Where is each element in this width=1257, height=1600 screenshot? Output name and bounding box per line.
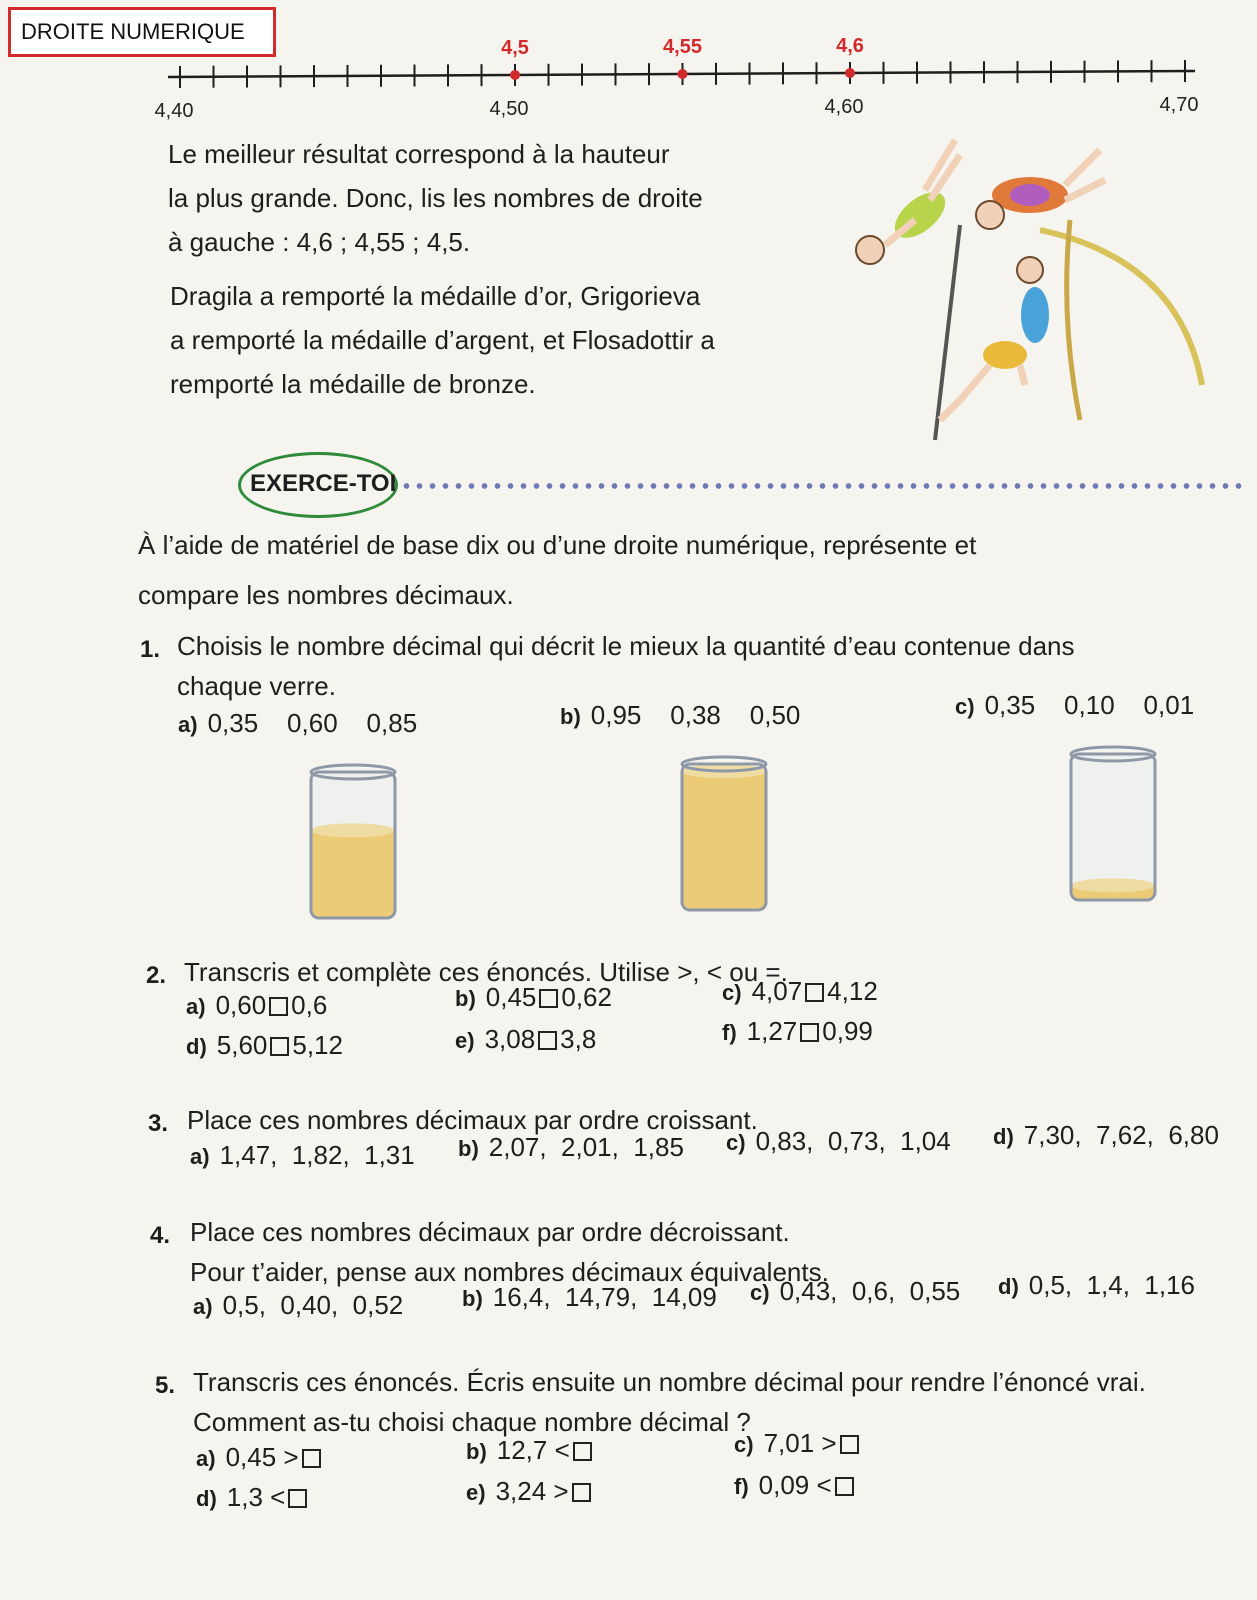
number-line-point (678, 69, 688, 79)
item-label: b) (462, 1286, 483, 1311)
question-line: chaque verre. (177, 671, 336, 701)
exercise-intro (138, 520, 976, 620)
q1-option-c (955, 690, 1194, 721)
question-3-text: Place ces nombres décimaux par ordre croissant. (187, 1105, 758, 1135)
right-value: 0,6 (291, 990, 328, 1020)
question-line: Place ces nombres décimaux par ordre décroissant. (190, 1217, 790, 1247)
item-expression: 1,3 < (226, 1482, 286, 1512)
glass-b (674, 752, 774, 917)
item-values: 1,47, 1,82, 1,31 (219, 1140, 415, 1170)
glass-outline (311, 772, 395, 918)
item-values: 7,30, 7,62, 6,80 (1023, 1120, 1219, 1150)
option-label: b) (560, 704, 581, 729)
option-label: c) (955, 694, 975, 719)
question-3-number: 3. (148, 1110, 169, 1137)
answer-box (539, 989, 558, 1008)
question-2-text: Transcris et complète ces énoncés. Utilise >, < ou =. (184, 957, 788, 987)
question-item (455, 982, 612, 1013)
item-label: a) (193, 1294, 213, 1319)
item-label: a) (186, 994, 206, 1019)
item-label: d) (993, 1124, 1014, 1149)
question-item (186, 1030, 343, 1061)
option-label: a) (178, 712, 198, 737)
number-line (0, 0, 1257, 130)
number-line-label: 4,70 (1159, 94, 1199, 117)
item-values: 0,43, 0,6, 0,55 (779, 1276, 961, 1306)
conclusion-paragraph (170, 274, 715, 406)
exercise-header: EXERCE-TOI (250, 470, 397, 497)
answer-box (840, 1435, 859, 1454)
glass-outline (1071, 754, 1155, 900)
number-line-point (845, 68, 855, 78)
item-values: 2,07, 2,01, 1,85 (488, 1132, 684, 1162)
number-line-label: 4,50 (489, 97, 529, 120)
right-value: 0,99 (822, 1016, 873, 1046)
item-values: 0,5, 0,40, 0,52 (222, 1290, 404, 1320)
glass-a (303, 760, 403, 925)
question-1-text (177, 626, 1075, 706)
question-1-number: 1. (140, 636, 161, 663)
conclusion-line: a remporté la médaille d’argent, et Flosadottir a (170, 325, 715, 355)
item-label: c) (734, 1432, 754, 1457)
number-line-point-label: 4,6 (836, 35, 864, 58)
item-label: d) (186, 1034, 207, 1059)
question-item (993, 1120, 1219, 1151)
question-item (750, 1276, 960, 1307)
item-values: 0,5, 1,4, 1,16 (1028, 1270, 1195, 1300)
explanation-line: la plus grande. Donc, lis les nombres de droite (168, 183, 703, 213)
number-line-point-label: 4,55 (663, 35, 702, 58)
question-item (722, 1016, 873, 1047)
option-values: 0,35 0,60 0,85 (207, 708, 418, 738)
intro-line: compare les nombres décimaux. (138, 580, 514, 610)
page-title: DROITE NUMERIQUE (8, 7, 276, 57)
glass-c (1063, 742, 1163, 907)
left-value: 3,08 (484, 1024, 536, 1054)
question-4-number: 4. (150, 1222, 171, 1249)
item-label: c) (722, 980, 742, 1005)
item-label: d) (196, 1486, 217, 1511)
question-item (462, 1282, 717, 1313)
answer-box (835, 1477, 854, 1496)
conclusion-line: Dragila a remporté la médaille d’or, Grigorieva (170, 281, 701, 311)
right-value: 5,12 (292, 1030, 343, 1060)
q1-option-b (560, 700, 800, 731)
answer-box (538, 1031, 557, 1050)
question-item (734, 1428, 862, 1459)
left-value: 1,27 (746, 1016, 798, 1046)
item-label: c) (726, 1130, 746, 1155)
question-item (186, 990, 327, 1021)
item-label: b) (455, 986, 476, 1011)
item-expression: 12,7 < (496, 1435, 570, 1465)
question-item (458, 1132, 684, 1163)
left-value: 0,45 (485, 982, 537, 1012)
question-line: Pour t’aider, pense aux nombres décimaux équivalents. (190, 1257, 829, 1287)
number-line-point (510, 70, 520, 80)
item-expression: 7,01 > (763, 1428, 837, 1458)
item-label: f) (734, 1474, 749, 1499)
answer-box (573, 1442, 592, 1461)
option-values: 0,95 0,38 0,50 (590, 700, 801, 730)
pole-vaulters-illustration (830, 120, 1230, 450)
question-item (722, 976, 878, 1007)
explanation-line: Le meilleur résultat correspond à la hauteur (168, 139, 670, 169)
question-item (196, 1442, 324, 1473)
question-line: Transcris ces énoncés. Écris ensuite un nombre décimal pour rendre l’énoncé vrai. (193, 1367, 1146, 1397)
item-label: a) (196, 1446, 216, 1471)
answer-box (800, 1023, 819, 1042)
explanation-paragraph (168, 132, 703, 264)
item-label: a) (190, 1144, 210, 1169)
question-item (193, 1290, 403, 1321)
question-item (196, 1482, 310, 1513)
answer-box (288, 1489, 307, 1508)
item-label: f) (722, 1020, 737, 1045)
intro-line: À l’aide de matériel de base dix ou d’une droite numérique, représente et (138, 530, 977, 560)
question-item (726, 1126, 951, 1157)
item-expression: 0,45 > (225, 1442, 299, 1472)
item-label: d) (998, 1274, 1019, 1299)
question-4-text (190, 1212, 829, 1292)
item-values: 16,4, 14,79, 14,09 (492, 1282, 717, 1312)
question-item (734, 1470, 857, 1501)
question-2-number: 2. (146, 962, 167, 989)
question-item (998, 1270, 1195, 1301)
question-line: Comment as-tu choisi chaque nombre décimal ? (193, 1407, 751, 1437)
number-line-label: 4,40 (154, 99, 194, 122)
left-value: 0,60 (215, 990, 267, 1020)
q1-option-a (178, 708, 417, 739)
question-item (190, 1140, 415, 1171)
item-label: e) (466, 1480, 486, 1505)
question-item (466, 1435, 595, 1466)
answer-box (269, 997, 288, 1016)
question-line: Choisis le nombre décimal qui décrit le mieux la quantité d’eau contenue dans (177, 631, 1075, 661)
glass-outline (682, 764, 766, 910)
right-value: 0,62 (561, 982, 612, 1012)
dotted-divider (400, 483, 1245, 489)
answer-box (302, 1449, 321, 1468)
item-expression: 0,09 < (758, 1470, 832, 1500)
question-5-text (193, 1362, 1146, 1442)
left-value: 5,60 (216, 1030, 268, 1060)
item-label: b) (466, 1439, 487, 1464)
question-item (455, 1024, 596, 1055)
answer-box (572, 1483, 591, 1502)
right-value: 3,8 (560, 1024, 597, 1054)
item-values: 0,83, 0,73, 1,04 (755, 1126, 951, 1156)
item-label: e) (455, 1028, 475, 1053)
question-5-number: 5. (155, 1372, 176, 1399)
option-values: 0,35 0,10 0,01 (984, 690, 1195, 720)
conclusion-line: remporté la médaille de bronze. (170, 369, 536, 399)
answer-box (270, 1037, 289, 1056)
item-expression: 3,24 > (495, 1476, 569, 1506)
item-label: c) (750, 1280, 770, 1305)
left-value: 4,07 (751, 976, 803, 1006)
answer-box (805, 983, 824, 1002)
number-line-point-label: 4,5 (501, 36, 529, 59)
item-label: b) (458, 1136, 479, 1161)
question-item (466, 1476, 594, 1507)
right-value: 4,12 (827, 976, 878, 1006)
number-line-label: 4,60 (824, 96, 864, 119)
explanation-line: à gauche : 4,6 ; 4,55 ; 4,5. (168, 227, 471, 257)
